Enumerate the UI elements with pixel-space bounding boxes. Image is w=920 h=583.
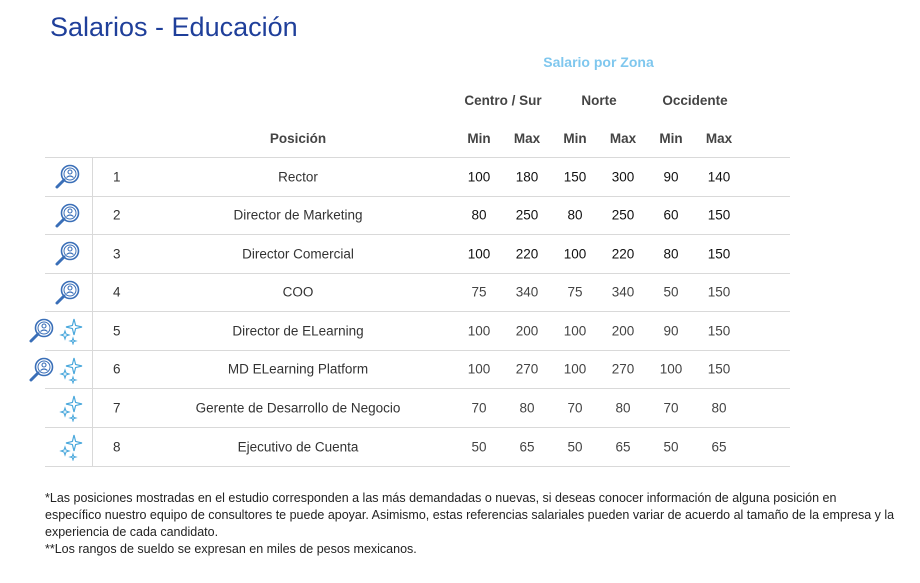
- row-index: 1: [113, 169, 121, 185]
- row-index: 8: [113, 439, 121, 454]
- sparkle-icon: [57, 394, 85, 427]
- salary-value: 70: [567, 400, 583, 416]
- row-icon-cell: [45, 428, 93, 466]
- row-icon-cell: [45, 351, 93, 389]
- salary-value: 50: [663, 439, 679, 454]
- salary-value: 75: [471, 284, 487, 300]
- salary-value: 220: [515, 246, 539, 262]
- position-name: Rector: [278, 169, 318, 185]
- salary-value: 80: [567, 207, 583, 223]
- salary-value: 150: [707, 246, 731, 262]
- salary-value: 100: [467, 323, 491, 339]
- salary-value: 150: [707, 284, 731, 300]
- table-row: [45, 273, 790, 312]
- salary-value: 100: [467, 169, 491, 185]
- position-name: COO: [282, 284, 314, 300]
- position-name: Director de ELearning: [232, 323, 364, 339]
- row-index: 6: [113, 361, 121, 377]
- row-icon-cell: [45, 235, 93, 273]
- header-max-3: Max: [705, 131, 733, 146]
- salary-value: 80: [471, 207, 487, 223]
- search-person-icon: [27, 356, 57, 389]
- table-row: [45, 350, 790, 389]
- zone-centro-sur: Centro / Sur: [464, 93, 542, 108]
- salary-value: 80: [711, 400, 727, 416]
- row-icon-cell: [45, 312, 93, 350]
- salary-value: 100: [467, 246, 491, 262]
- header-min-1: Min: [467, 131, 491, 146]
- salary-value: 180: [515, 169, 539, 185]
- header-max-1: Max: [513, 131, 541, 146]
- table-row: [45, 427, 790, 467]
- salary-value: 100: [563, 246, 587, 262]
- zone-occidente: Occidente: [662, 93, 728, 108]
- sparkle-icon: [57, 433, 85, 466]
- salary-value: 270: [515, 361, 539, 377]
- salary-value: 340: [611, 284, 635, 300]
- search-person-icon: [53, 163, 83, 196]
- salary-value: 65: [519, 439, 535, 454]
- salary-value: 100: [563, 323, 587, 339]
- zone-norte: Norte: [581, 93, 617, 108]
- header-min-2: Min: [563, 131, 587, 146]
- salary-value: 150: [563, 169, 587, 185]
- table-row: [45, 157, 790, 196]
- salary-value: 200: [611, 323, 635, 339]
- salary-value: 150: [707, 323, 731, 339]
- sparkle-icon: [57, 317, 85, 350]
- salary-value: 250: [611, 207, 635, 223]
- salary-value: 200: [515, 323, 539, 339]
- page-title: Salarios - Educación: [50, 12, 298, 42]
- salary-value: 90: [663, 323, 679, 339]
- row-icon-cell: [45, 197, 93, 235]
- table-row: [45, 196, 790, 235]
- sparkle-icon: [57, 356, 85, 389]
- header-max-2: Max: [609, 131, 637, 146]
- footnotes: [45, 490, 895, 558]
- salary-value: 100: [467, 361, 491, 377]
- row-index: 3: [113, 246, 121, 262]
- salary-value: 50: [663, 284, 679, 300]
- position-name: Director de Marketing: [233, 207, 363, 223]
- row-icon-cell: [45, 158, 93, 196]
- salary-value: 300: [611, 169, 635, 185]
- search-person-icon: [53, 202, 83, 235]
- header-min-3: Min: [659, 131, 683, 146]
- salary-value: 60: [663, 207, 679, 223]
- salary-value: 65: [615, 439, 631, 454]
- salary-value: 80: [663, 246, 679, 262]
- search-person-icon: [27, 317, 57, 350]
- position-name: Ejecutivo de Cuenta: [237, 439, 359, 454]
- salary-value: 150: [707, 361, 731, 377]
- salary-value: 100: [563, 361, 587, 377]
- table-row: [45, 311, 790, 350]
- salary-value: 150: [707, 207, 731, 223]
- salary-value: 70: [663, 400, 679, 416]
- row-index: 2: [113, 207, 121, 223]
- salary-value: 250: [515, 207, 539, 223]
- salary-table: [45, 157, 790, 467]
- salary-value: 220: [611, 246, 635, 262]
- position-name: MD ELearning Platform: [227, 361, 369, 377]
- footnote-2: **Los rangos de sueldo se expresan en miles de pesos mexicanos.: [45, 542, 417, 556]
- salary-value: 80: [519, 400, 535, 416]
- zone-header: Salario por Zona: [543, 54, 654, 70]
- salary-value: 50: [471, 439, 487, 454]
- salary-value: 70: [471, 400, 487, 416]
- salary-value: 90: [663, 169, 679, 185]
- salary-value: 140: [707, 169, 731, 185]
- header-position: Posición: [269, 131, 327, 146]
- salary-value: 50: [567, 439, 583, 454]
- salary-value: 75: [567, 284, 583, 300]
- table-row: [45, 388, 790, 427]
- salary-value: 100: [659, 361, 683, 377]
- row-index: 7: [113, 400, 121, 416]
- position-name: Gerente de Desarrollo de Negocio: [195, 400, 401, 416]
- salary-value: 80: [615, 400, 631, 416]
- search-person-icon: [53, 279, 83, 312]
- row-index: 5: [113, 323, 121, 339]
- salary-value: 270: [611, 361, 635, 377]
- row-index: 4: [113, 284, 121, 300]
- salary-value: 340: [515, 284, 539, 300]
- salary-value: 65: [711, 439, 727, 454]
- search-person-icon: [53, 240, 83, 273]
- footnote-1: *Las posiciones mostradas en el estudio corresponden a las más demandadas o nuevas, si deseas conocer información de alguna posición en específico nuestro equipo de consultores te puede apoyar. Asimismo, estas referencias salariales pueden variar de acuerdo al tamaño de la empresa y la experiencia de cada candidato.: [45, 491, 895, 539]
- table-row: [45, 234, 790, 273]
- row-icon-cell: [45, 389, 93, 427]
- row-icon-cell: [45, 274, 93, 312]
- position-name: Director Comercial: [242, 246, 354, 262]
